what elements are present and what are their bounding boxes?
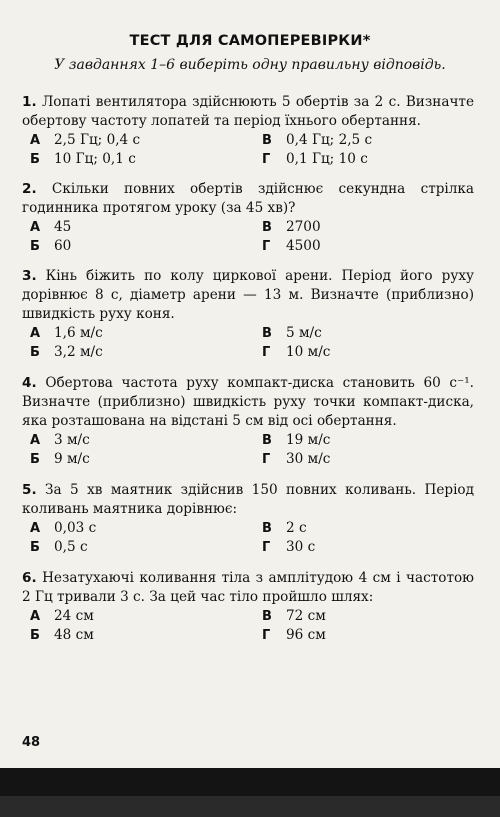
option-v: В 19 м/с	[262, 432, 331, 448]
question-number: 3.	[22, 268, 37, 284]
option-b: Б 9 м/с	[30, 451, 90, 467]
option-v: В 2700	[262, 219, 321, 235]
option-g: Г 30 с	[262, 539, 316, 555]
question-text: Незатухаючі коливання тіла з амплітудою 4 см і частотою 2 Гц тривали 3 с. За цей час тіло пройшло шлях:	[22, 570, 474, 605]
question-text: Кінь біжить по колу циркової арени. Період його руху дорівнює 8 с, діаметр арени — 13 м. Визначте (приблизно) швидкість руху коня.	[22, 268, 474, 322]
option-b: Б 10 Гц; 0,1 с	[30, 151, 136, 167]
question-number: 5.	[22, 482, 37, 498]
question-3	[22, 267, 474, 362]
option-b: Б 0,5 с	[30, 539, 88, 555]
question-number: 2.	[22, 181, 37, 197]
question-text: Лопаті вентилятора здійснюють 5 обертів за 2 с. Визначте обертову частоту лопатей та період їхнього обертання.	[22, 94, 474, 129]
question-5	[22, 481, 474, 557]
answer-options	[30, 131, 474, 169]
instructions: У завданнях 1–6 виберіть одну правильну відповідь.	[54, 57, 446, 73]
option-a: А 45	[30, 219, 72, 235]
next-page-edge	[0, 796, 500, 817]
question-number: 4.	[22, 375, 37, 391]
question-2	[22, 180, 474, 256]
question-text: За 5 хв маятник здійснив 150 повних коливань. Період коливань маятника дорівнює:	[22, 482, 474, 517]
option-a: А 3 м/с	[30, 432, 90, 448]
option-v: В 5 м/с	[262, 325, 322, 341]
option-g: Г 0,1 Гц; 10 с	[262, 151, 368, 167]
page-title: ТЕСТ ДЛЯ САМОПЕРЕВІРКИ*	[129, 33, 371, 49]
answer-options	[30, 218, 474, 256]
option-a: А 1,6 м/с	[30, 325, 103, 341]
question-4	[22, 374, 474, 469]
question-6	[22, 569, 474, 645]
option-b: Б 48 см	[30, 627, 94, 643]
option-v: В 0,4 Гц; 2,5 с	[262, 132, 373, 148]
question-text: Обертова частота руху компакт-диска становить 60 с⁻¹. Визначте (приблизно) швидкість руху точки компакт-диска, яка розташована на відстані 5 см від осі обертання.	[22, 375, 474, 429]
option-g: Г 96 см	[262, 627, 326, 643]
answer-options	[30, 324, 474, 362]
option-v: В 72 см	[262, 608, 326, 624]
dark-background-strip	[0, 768, 500, 817]
option-g: Г 30 м/с	[262, 451, 331, 467]
option-a: А 24 см	[30, 608, 94, 624]
question-text: Скільки повних обертів здійснює секундна стрілка годинника протягом уроку (за 45 хв)?	[22, 181, 474, 216]
question-number: 6.	[22, 570, 37, 586]
option-a: А 2,5 Гц; 0,4 с	[30, 132, 141, 148]
question-1	[22, 93, 474, 169]
option-g: Г 4500	[262, 238, 321, 254]
option-v: В 2 с	[262, 520, 307, 536]
answer-options	[30, 607, 474, 645]
option-g: Г 10 м/с	[262, 344, 331, 360]
option-b: Б 60	[30, 238, 72, 254]
option-a: А 0,03 с	[30, 520, 97, 536]
page-number: 48	[22, 735, 41, 750]
answer-options	[30, 431, 474, 469]
option-b: Б 3,2 м/с	[30, 344, 103, 360]
question-number: 1.	[22, 94, 37, 110]
answer-options	[30, 519, 474, 557]
